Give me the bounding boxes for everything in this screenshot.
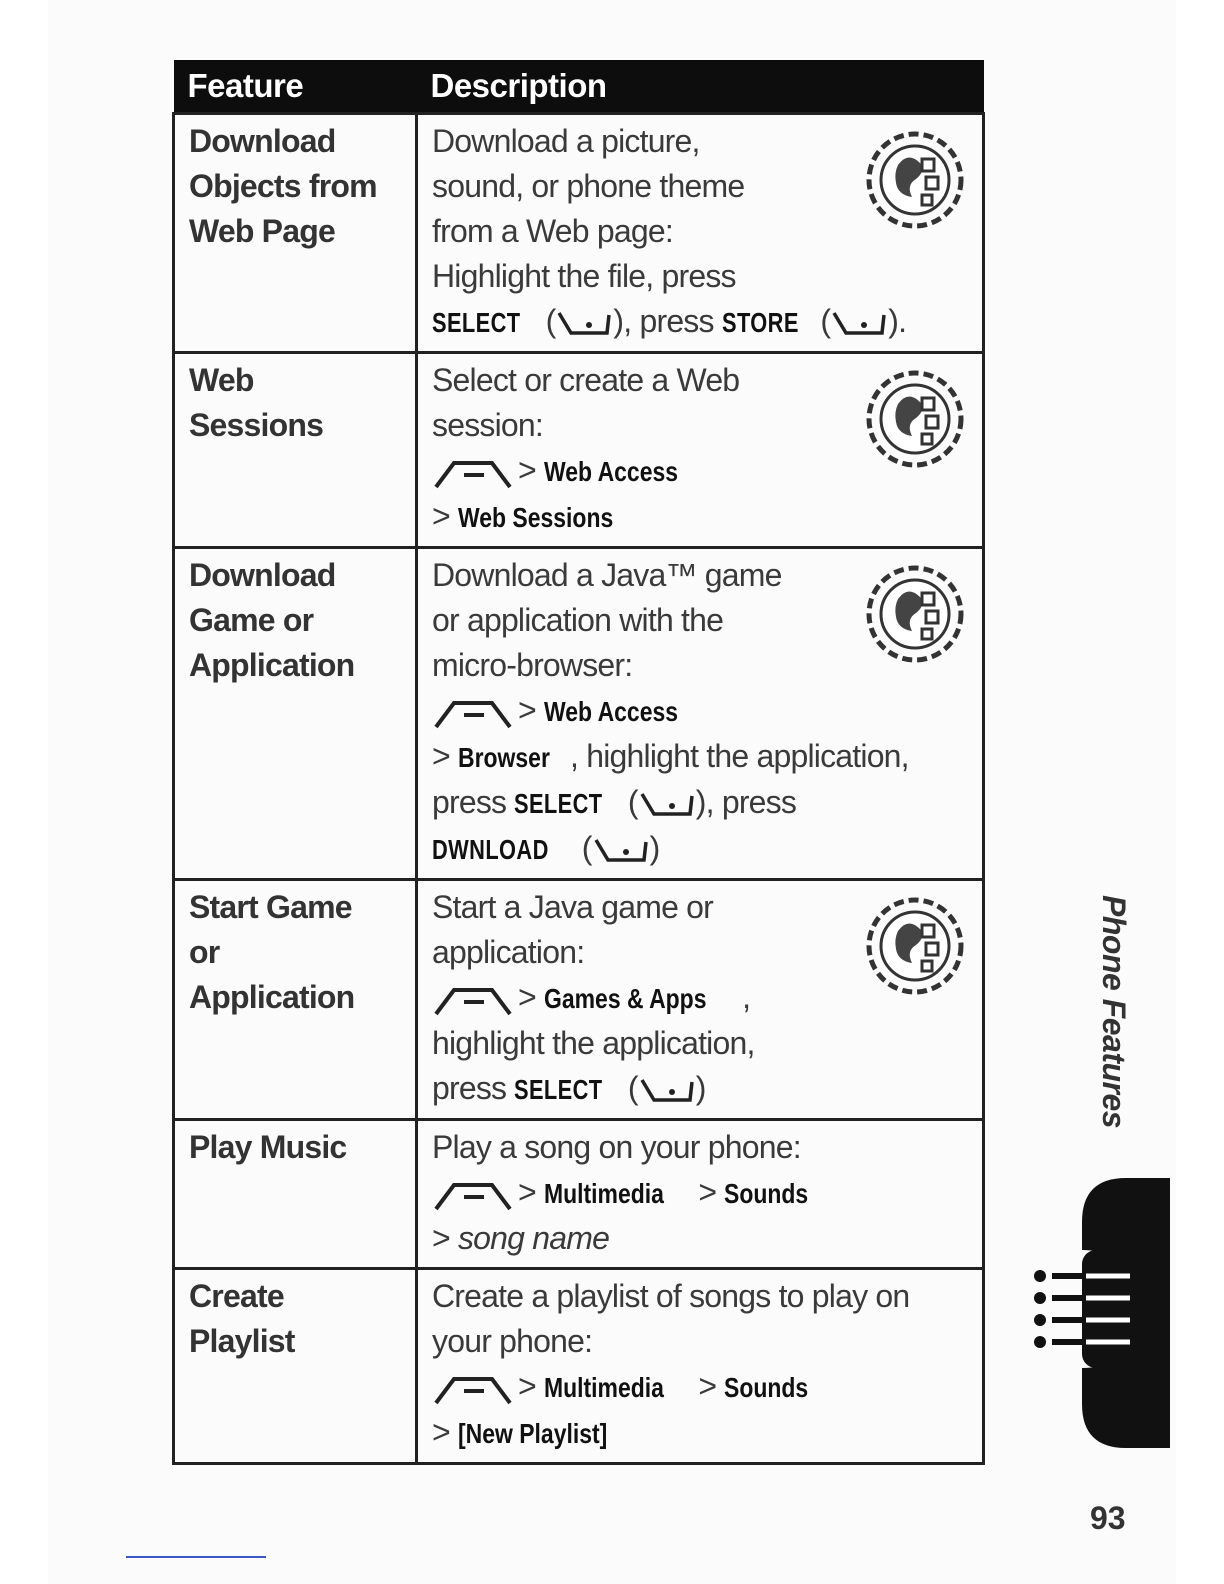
paren: ( [627,1070,638,1106]
feature-line: Sessions [189,407,324,443]
page-number: 93 [1090,1500,1126,1536]
footer-rule [126,1556,266,1558]
menu-path-item: Multimedia [543,1178,664,1209]
path-separator: > [432,1220,450,1256]
desc-text: ) [695,1070,706,1106]
menu-path-item: Web Access [543,456,678,487]
feature-line: Web [189,362,254,398]
feature-line: Create [189,1278,284,1314]
menu-path-item: Web Access [543,696,678,727]
menu-key-icon [432,697,514,729]
path-separator: > [432,738,450,774]
desc-line [432,1170,968,1216]
center-select-key-icon [638,1076,696,1106]
paren: ( [820,303,831,339]
path-separator: > [518,1174,536,1210]
desc-line: Play a song on your phone: [432,1129,801,1165]
desc-line [432,299,968,345]
desc-line: Create a playlist of songs to play on [432,1278,910,1314]
desc-line: Download a Java™ game [432,557,782,593]
path-separator: > [432,498,450,534]
desc-line: Start a Java game or [432,889,714,925]
table-row [174,114,984,353]
center-select-key-icon [555,309,613,339]
select-key-label: SELECT [432,307,521,338]
feature-line: Start Game [189,889,352,925]
menu-path-item: Games & Apps [543,983,707,1014]
path-separator: > [432,1414,450,1450]
menu-key-icon [432,984,514,1016]
desc-text: press [432,784,507,820]
desc-text: , highlight the application, [570,738,909,774]
desc-text: ) [649,830,660,866]
network-operator-feature-icon [860,891,970,1001]
section-side-label: Phone Features [1096,895,1132,1129]
menu-path-item: Web Sessions [457,502,614,533]
table-header-row [174,60,984,114]
path-separator: > [698,1368,717,1404]
menu-path-item: [New Playlist] [457,1418,608,1449]
paren: ( [581,830,592,866]
desc-line: session: [432,407,543,443]
paren: ( [545,303,556,339]
menu-key-icon [432,1373,514,1405]
menu-path-item: Multimedia [543,1372,664,1403]
desc-line: Download a picture, [432,123,700,159]
menu-key-icon [432,457,514,489]
desc-line: application: [432,934,585,970]
desc-line [432,688,968,734]
feature-line: or [189,934,220,970]
menu-path-item: Sounds [724,1178,809,1209]
center-select-key-icon [592,836,650,866]
feature-line: Application [189,647,355,683]
desc-line [432,1066,968,1112]
feature-table [172,60,985,1465]
desc-text: , [742,979,751,1015]
select-key-label: SELECT [514,1074,603,1105]
desc-line [432,1364,968,1410]
feature-name [174,548,417,880]
desc-line [432,494,968,540]
path-separator: > [518,979,536,1015]
feature-description [417,353,984,548]
download-key-label: DWNLOAD [432,834,549,865]
desc-line: or application with the [432,602,724,638]
network-operator-feature-icon [860,125,970,235]
feature-name [174,880,417,1120]
feature-line: Download [189,123,336,159]
center-select-key-icon [638,790,696,820]
desc-line: Select or create a Web [432,362,740,398]
desc-line: micro-browser: [432,647,633,683]
feature-description [417,1120,984,1269]
desc-line: sound, or phone theme [432,168,745,204]
desc-line: Highlight the file, press [432,258,736,294]
network-operator-feature-icon [860,364,970,474]
desc-line [432,1410,968,1456]
desc-text: ), press [695,784,797,820]
center-select-key-icon [830,309,888,339]
paren: ( [627,784,638,820]
desc-line [432,734,968,780]
select-key-label: SELECT [514,788,603,819]
store-key-label: STORE [721,307,799,338]
desc-text: ). [888,303,907,339]
menu-path-item: Sounds [724,1372,809,1403]
path-separator: > [518,452,536,488]
desc-line [432,826,968,872]
menu-path-item: Browser [457,742,550,773]
feature-line: Play Music [189,1129,347,1165]
feature-line: Download [189,557,336,593]
menu-key-icon [432,1179,514,1211]
feature-name [174,353,417,548]
desc-line: from a Web page: [432,213,673,249]
desc-text: ), press [613,303,714,339]
list-menu-tab-icon [1030,1178,1170,1448]
feature-description [417,548,984,880]
network-operator-feature-icon [860,559,970,669]
feature-name [174,1269,417,1464]
feature-description [417,114,984,353]
table-row [174,880,984,1120]
feature-line: Game or [189,602,314,638]
desc-text: press [432,1070,507,1106]
feature-description [417,1269,984,1464]
feature-description [417,880,984,1120]
table-row [174,548,984,880]
feature-line: Web Page [189,213,335,249]
table-row [174,1120,984,1269]
table-row [174,353,984,548]
header-description: Description [417,60,984,114]
feature-name [174,114,417,353]
feature-line: Application [189,979,355,1015]
menu-path-item: song name [457,1220,610,1256]
path-separator: > [518,1368,536,1404]
desc-line [432,1216,968,1261]
desc-line [432,780,968,826]
header-feature: Feature [174,60,417,114]
feature-line: Objects from [189,168,377,204]
feature-name [174,1120,417,1269]
desc-line: highlight the application, [432,1025,755,1061]
path-separator: > [698,1174,717,1210]
table-row [174,1269,984,1464]
feature-line: Playlist [189,1323,295,1359]
desc-line: your phone: [432,1323,593,1359]
path-separator: > [518,692,536,728]
